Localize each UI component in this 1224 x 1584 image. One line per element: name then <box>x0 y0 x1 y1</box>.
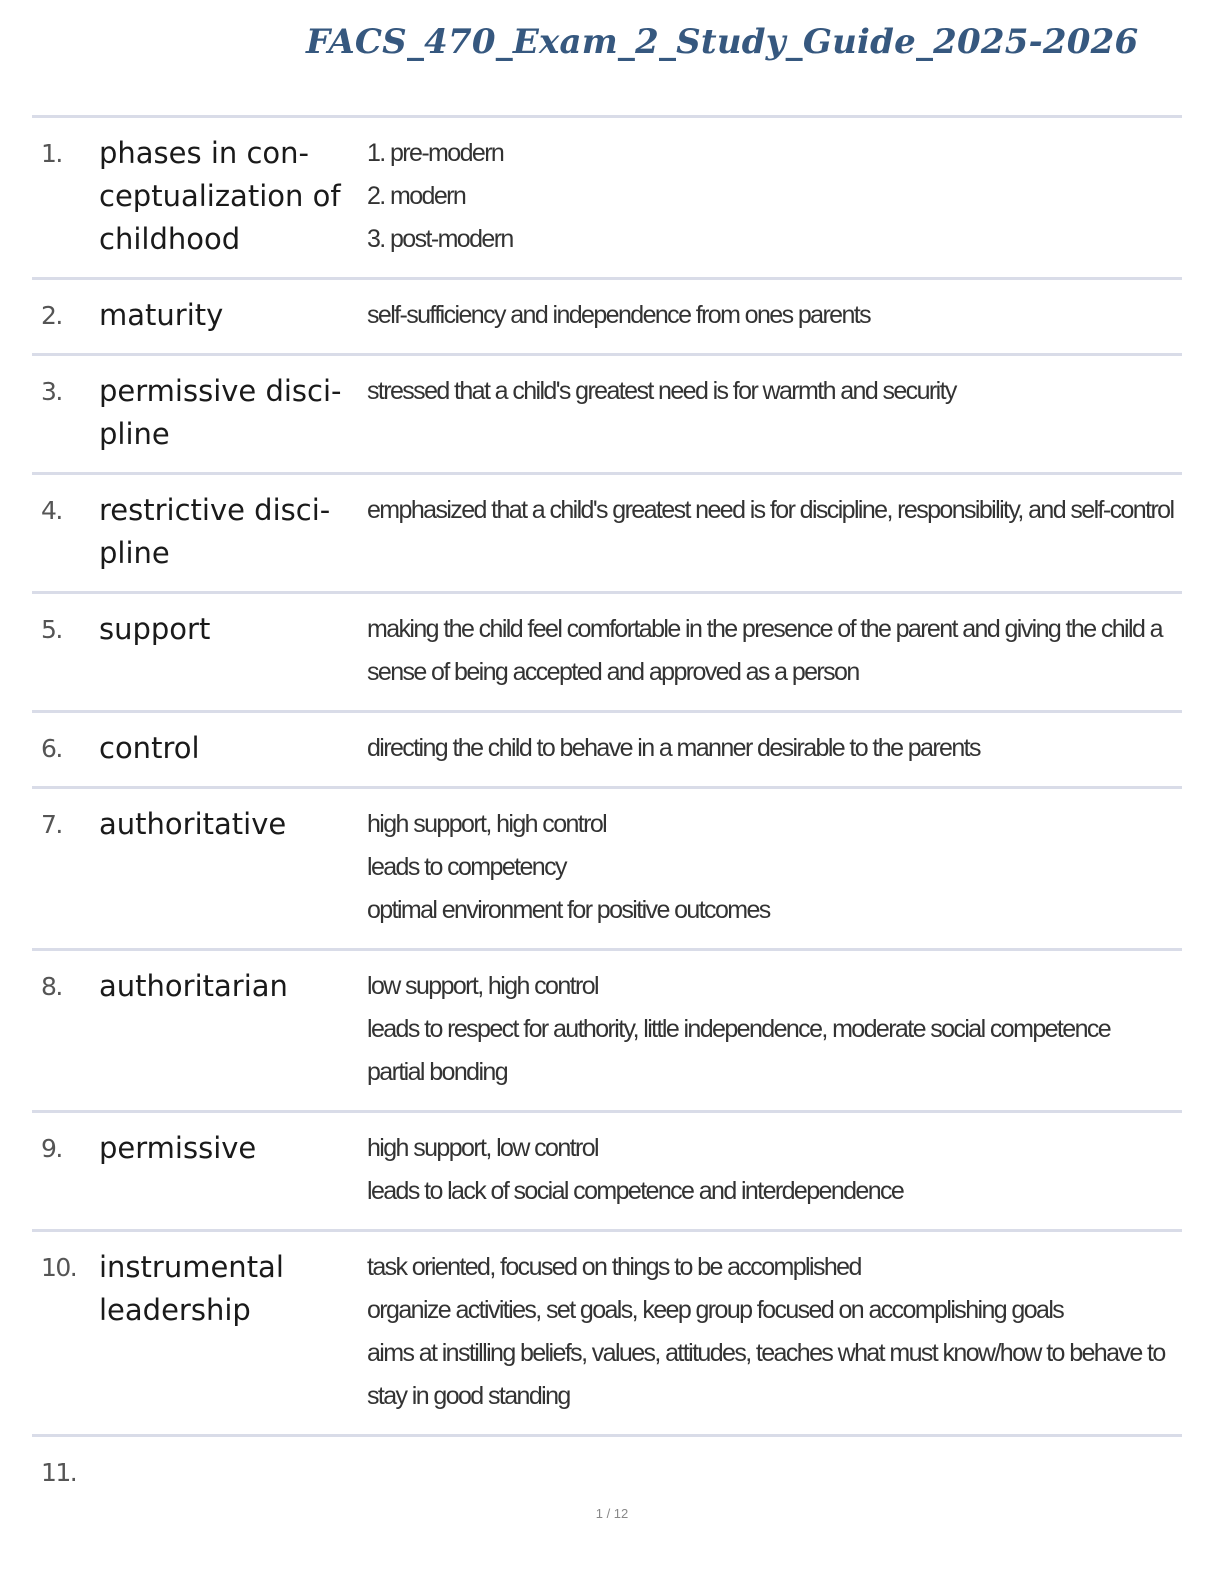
flashcard-definition <box>367 965 1182 1094</box>
definition-line: leads to respect for authority, little independence, moderate social competence <box>367 1015 1111 1043</box>
flashcard-term: phases in con-ceptualization of childhood <box>99 136 341 256</box>
flashcard-term: support <box>99 612 211 646</box>
flashcard-number: 3. <box>41 377 62 406</box>
flashcard-number: 5. <box>41 615 62 644</box>
definition-line: high support, high control <box>367 810 607 838</box>
flashcard-term: permissive disci-pline <box>99 374 342 451</box>
flashcard-row <box>32 277 1182 353</box>
flashcard-definition <box>367 608 1182 694</box>
flashcard-row <box>32 948 1182 1110</box>
definition-line: leads to lack of social competence and interdependence <box>367 1177 904 1205</box>
definition-line: leads to competency <box>367 853 566 881</box>
flashcard-number: 10. <box>41 1253 77 1282</box>
definition-line: directing the child to behave in a manner desirable to the parents <box>367 734 980 762</box>
definition-line: partial bonding <box>367 1058 508 1086</box>
flashcard-definition <box>367 727 1182 770</box>
flashcard-number: 9. <box>41 1134 62 1163</box>
flashcard-number: 2. <box>41 301 62 330</box>
definition-line: high support, low control <box>367 1134 598 1162</box>
flashcard-row <box>32 353 1182 472</box>
flashcard-row <box>32 786 1182 948</box>
flashcard-term <box>99 1451 367 1494</box>
flashcard-number: 1. <box>41 139 62 168</box>
flashcard-table <box>32 115 1182 1510</box>
flashcard-row <box>32 472 1182 591</box>
flashcard-row <box>32 1110 1182 1229</box>
flashcard-definition <box>367 1246 1182 1418</box>
flashcard-definition <box>367 132 1182 261</box>
definition-line: emphasized that a child's greatest need is for discipline, responsibility, and self-control <box>367 496 1174 524</box>
flashcard-term: restrictive disci-pline <box>99 493 331 570</box>
definition-line: optimal environment for positive outcomes <box>367 896 770 924</box>
flashcard-row <box>32 1229 1182 1434</box>
definition-line: stressed that a child's greatest need is for warmth and security <box>367 377 956 405</box>
flashcard-number: 8. <box>41 972 62 1001</box>
flashcard-term: permissive <box>99 1131 257 1165</box>
definition-line: 2. modern <box>367 182 466 210</box>
flashcard-row <box>32 591 1182 710</box>
flashcard-row <box>32 115 1182 277</box>
flashcard-term: maturity <box>99 298 224 332</box>
flashcard-definition <box>367 803 1182 932</box>
flashcard-row <box>32 710 1182 786</box>
flashcard-definition <box>367 294 1182 337</box>
definition-line: making the child feel comfortable in the presence of the parent and giving the child a sense of being accepted and approved as a person <box>367 615 1162 686</box>
flashcard-number: 11. <box>41 1458 77 1487</box>
definition-line: 3. post-modern <box>367 225 513 253</box>
flashcard-row <box>32 1434 1182 1510</box>
definition-line: task oriented, focused on things to be accomplished <box>367 1253 861 1281</box>
flashcard-number: 6. <box>41 734 62 763</box>
flashcard-term: control <box>99 731 200 765</box>
definition-line: self-sufficiency and independence from ones parents <box>367 301 871 329</box>
flashcard-number: 4. <box>41 496 62 525</box>
definition-line: 1. pre-modern <box>367 139 504 167</box>
flashcard-definition <box>367 1127 1182 1213</box>
document-title: FACS_470_Exam_2_Study_Guide_2025-2026 <box>306 22 1139 62</box>
flashcard-definition <box>367 489 1182 575</box>
definition-line: organize activities, set goals, keep group focused on accomplishing goals <box>367 1296 1064 1324</box>
flashcard-number: 7. <box>41 810 62 839</box>
definition-line: low support, high control <box>367 972 598 1000</box>
page-number: 1 / 12 <box>595 1506 629 1521</box>
flashcard-definition <box>367 370 1182 456</box>
definition-line: aims at instilling beliefs, values, attitudes, teaches what must know/how to behave to stay in good standing <box>367 1339 1165 1410</box>
flashcard-term: instrumental leadership <box>99 1250 284 1327</box>
flashcard-term: authoritarian <box>99 969 288 1003</box>
flashcard-term: authoritative <box>99 807 287 841</box>
flashcard-definition <box>367 1451 1182 1494</box>
